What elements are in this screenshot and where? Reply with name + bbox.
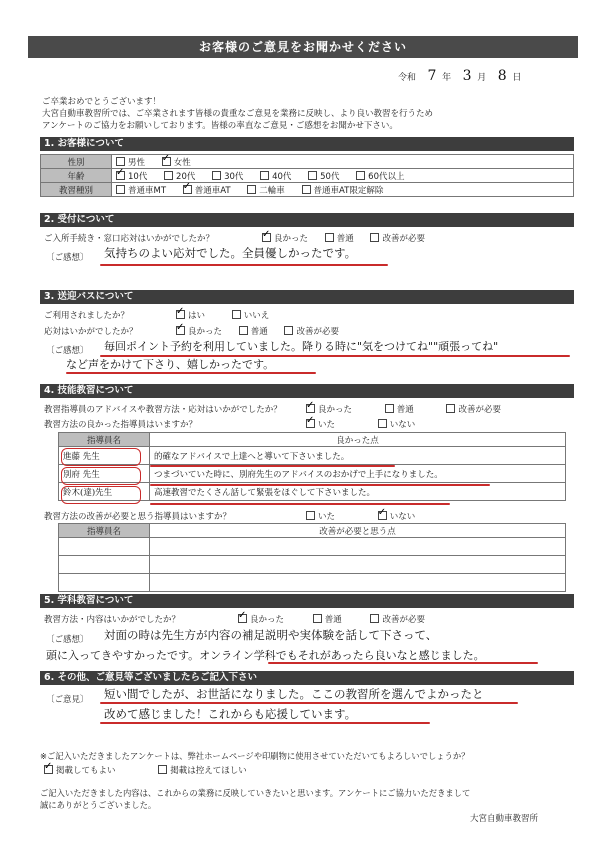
age-option: 40代 xyxy=(272,171,292,182)
empty-cell[interactable] xyxy=(150,556,566,574)
skill-q2-options xyxy=(306,418,429,430)
section-reception: 2. 受付について xyxy=(40,213,574,227)
date-day-unit: 日 xyxy=(512,73,522,83)
age-option: 20代 xyxy=(176,171,196,182)
option-label: いた xyxy=(318,512,336,522)
skill-q1: 教習指導員のアドバイスや教習方法・応対はいかがでしたか？ xyxy=(44,405,282,415)
lecture-comment-line-2[interactable]: 頭に入ってきやすかったです。オンライン学科でもそれがあったら良いなと感じました。 xyxy=(46,649,485,662)
age-40s-checkbox[interactable] xyxy=(260,171,269,180)
option-label: 掲載は控えてほしい xyxy=(170,766,247,776)
other-comment-line-2[interactable]: 改めて感じました！これからも応援しています。 xyxy=(104,707,357,721)
skill-q2: 教習方法の良かった指導員はいますか？ xyxy=(44,420,198,430)
other-comment-line-1[interactable]: 短い間でしたが、お世話になりました。ここの教習所を選んでよかったと xyxy=(104,687,484,701)
lecture-options xyxy=(238,613,439,625)
form-title: お客様のご意見をお聞かせください xyxy=(28,36,578,58)
option-label: 改善が必要 xyxy=(382,234,425,244)
section-lecture: 5. 学科教習について xyxy=(40,594,574,608)
empty-cell[interactable] xyxy=(150,538,566,556)
option-label: 普通 xyxy=(336,234,354,244)
skill-improve-checkbox[interactable] xyxy=(446,404,455,413)
company-name: 大宮自動車教習所 xyxy=(470,814,539,824)
age-option: 60代以上 xyxy=(368,171,405,182)
col-improve-point: 改善が必要と思う点 xyxy=(150,524,566,538)
col-instructor: 指導員名 xyxy=(59,433,150,447)
option-label: 普通 xyxy=(396,405,414,415)
instructor-circle-2 xyxy=(61,467,141,485)
col-good-point: 良かった点 xyxy=(150,433,566,447)
empty-cell[interactable] xyxy=(59,556,150,574)
lecture-underline xyxy=(268,662,538,664)
date-era: 令和 xyxy=(398,73,417,83)
empty-cell[interactable] xyxy=(59,574,150,592)
skill-good-checkbox[interactable] xyxy=(306,404,315,413)
bus-comment-line-1[interactable]: 毎回ポイント予約を利用していました。降りる時に"気をつけてね""頑張ってね" xyxy=(104,340,499,353)
publish-no-checkbox[interactable] xyxy=(158,765,167,774)
age-10s-checkbox[interactable] xyxy=(116,171,125,180)
type-mt-checkbox[interactable] xyxy=(116,185,125,194)
instructor-circle-3 xyxy=(61,486,141,504)
age-50s-checkbox[interactable] xyxy=(308,171,317,180)
type-label: 教習種別 xyxy=(41,183,112,197)
option-label: いない xyxy=(389,512,416,522)
reception-normal-checkbox[interactable] xyxy=(325,233,334,242)
skill-q3: 教習方法の改善が必要と思う指導員はいますか？ xyxy=(44,512,232,522)
lecture-comment-line-1[interactable]: 対面の時は先生方が内容の補足説明や実体験を話して下さって、 xyxy=(104,628,438,642)
lecture-good-checkbox[interactable] xyxy=(238,614,247,623)
instructor-comment[interactable]: つまづいていた時に、別府先生のアドバイスのおかげで上手になりました。 xyxy=(150,465,566,483)
reception-comment-label: 〔ご感想〕 xyxy=(46,253,89,263)
instructor-comment[interactable]: 高速教習でたくさん話して緊張をほぐして下さいました。 xyxy=(150,483,566,501)
option-label: いた xyxy=(318,420,336,430)
instructor-name[interactable]: 鈴木(達)先生 xyxy=(59,483,150,501)
skill-bad-instructor-yes-checkbox[interactable] xyxy=(306,511,315,520)
male-checkbox[interactable] xyxy=(116,157,125,166)
type-option: 普通車AT限定解除 xyxy=(313,185,384,196)
option-label: 普通 xyxy=(324,615,342,625)
bus-normal-checkbox[interactable] xyxy=(239,326,248,335)
intro-line-3: アンケートのご協力をお願いしております。皆様の率直なご意見・ご感想をお聞かせ下さい。 xyxy=(42,121,398,131)
section-skill: 4. 技能教習について xyxy=(40,384,574,398)
option-label: はい xyxy=(188,311,206,321)
type-option: 普通車MT xyxy=(128,185,167,196)
bus-yes-checkbox[interactable] xyxy=(176,310,185,319)
age-option: 30代 xyxy=(224,171,244,182)
skill-normal-checkbox[interactable] xyxy=(385,404,394,413)
type-at-release-checkbox[interactable] xyxy=(302,185,311,194)
female-label: 女性 xyxy=(173,157,191,168)
customer-table xyxy=(40,154,574,197)
lecture-comment-label: 〔ご感想〕 xyxy=(46,635,89,645)
bus-q2-options xyxy=(176,325,353,337)
option-label: いない xyxy=(389,420,416,430)
type-option: 二輪車 xyxy=(259,185,285,196)
date-month: 3 xyxy=(462,68,472,84)
footer-line-1: ご記入いただきました内容は、これからの業務に反映していきたいと思います。アンケートにご協力いただきまして xyxy=(40,788,471,798)
lecture-normal-checkbox[interactable] xyxy=(313,614,322,623)
instructor-circle-1 xyxy=(61,448,141,466)
intro-line-1: ご卒業おめでとうございます！ xyxy=(42,97,162,107)
age-60s-checkbox[interactable] xyxy=(356,171,365,180)
other-comment-label: 〔ご意見〕 xyxy=(46,695,89,705)
lecture-improve-checkbox[interactable] xyxy=(370,614,379,623)
male-label: 男性 xyxy=(128,157,146,168)
option-label: 改善が必要 xyxy=(458,405,501,415)
age-option: 10代 xyxy=(128,171,148,182)
option-label: 改善が必要 xyxy=(382,615,425,625)
type-option: 普通車AT xyxy=(194,185,231,196)
age-20s-checkbox[interactable] xyxy=(164,171,173,180)
skill-q1-options xyxy=(306,403,515,415)
bus-q2: 応対はいかがでしたか？ xyxy=(44,327,138,337)
date-month-unit: 月 xyxy=(477,73,487,83)
bus-underline-2 xyxy=(66,372,316,374)
skill-q3-options xyxy=(306,510,429,522)
other-underline-2 xyxy=(100,722,430,724)
age-30s-checkbox[interactable] xyxy=(212,171,221,180)
reception-underline xyxy=(100,264,388,266)
publish-options xyxy=(44,764,261,776)
female-checkbox[interactable] xyxy=(162,157,171,166)
empty-cell[interactable] xyxy=(150,574,566,592)
option-label: 普通 xyxy=(250,327,268,337)
reception-comment[interactable]: 気持ちのよい応対でした。全員優しかったです。 xyxy=(104,246,357,260)
other-underline-1 xyxy=(100,702,518,704)
section-other: 6. その他、ご意見等ございましたらご記入下さい xyxy=(40,671,574,685)
bus-comment-label: 〔ご感想〕 xyxy=(46,346,89,356)
date-year: 7 xyxy=(427,68,437,84)
bus-comment-line-2[interactable]: など声をかけて下さり、嬉しかったです。 xyxy=(66,358,275,371)
option-label: いいえ xyxy=(243,311,270,321)
instructor-comment[interactable]: 的確なアドバイスで上達へと導いて下さいました。 xyxy=(150,447,566,465)
instructor-name[interactable]: 進藤 先生 xyxy=(59,447,150,465)
date-line xyxy=(398,68,521,84)
option-label: 良かった xyxy=(250,615,285,625)
bus-q1-options xyxy=(176,309,283,321)
skill-underline-3 xyxy=(150,503,450,505)
type-bike-checkbox[interactable] xyxy=(247,185,256,194)
section-customer: 1. お客様について xyxy=(40,137,574,151)
bus-good-checkbox[interactable] xyxy=(176,326,185,335)
footer-line-2: 誠にありがとうございました。 xyxy=(40,800,157,810)
instructor-name[interactable]: 別府 先生 xyxy=(59,465,150,483)
publish-yes-checkbox[interactable] xyxy=(44,765,53,774)
reception-good-checkbox[interactable] xyxy=(262,233,271,242)
age-label: 年齢 xyxy=(41,169,112,183)
section-bus: 3. 送迎バスについて xyxy=(40,290,574,304)
bus-improve-checkbox[interactable] xyxy=(284,326,293,335)
type-at-checkbox[interactable] xyxy=(183,185,192,194)
bus-no-checkbox[interactable] xyxy=(232,310,241,319)
option-label: 良かった xyxy=(274,234,309,244)
option-label: 良かった xyxy=(188,327,223,337)
bus-q1: ご利用されましたか？ xyxy=(44,311,130,321)
skill-underline-2 xyxy=(150,484,490,486)
reception-options xyxy=(262,232,439,244)
reception-improve-checkbox[interactable] xyxy=(370,233,379,242)
date-day: 8 xyxy=(497,68,507,84)
gender-label: 性別 xyxy=(41,155,112,169)
intro-line-2: 大宮自動車教習所では、ご卒業されます皆様の貴重なご意見を業務に反映し、より良い教習を行うため xyxy=(42,109,434,119)
skill-bad-instructor-no-checkbox[interactable] xyxy=(378,511,387,520)
date-year-unit: 年 xyxy=(442,73,452,83)
empty-cell[interactable] xyxy=(59,538,150,556)
col-instructor: 指導員名 xyxy=(59,524,150,538)
option-label: 改善が必要 xyxy=(296,327,339,337)
skill-good-instructor-no-checkbox[interactable] xyxy=(378,419,387,428)
lecture-question: 教習方法・内容はいかがでしたか？ xyxy=(44,615,181,625)
option-label: 良かった xyxy=(318,405,353,415)
skill-underline-1 xyxy=(150,465,395,467)
option-label: 掲載してもよい xyxy=(56,766,116,776)
skill-good-instructor-yes-checkbox[interactable] xyxy=(306,419,315,428)
improve-instructor-table xyxy=(58,523,566,592)
reception-question: ご入所手続き・窓口応対はいかがでしたか？ xyxy=(44,234,215,244)
publish-question: ※ご記入いただきましたアンケートは、弊社ホームページや印刷物に使用させていただいてもよろしいでしょうか？ xyxy=(40,751,470,761)
age-option: 50代 xyxy=(320,171,340,182)
